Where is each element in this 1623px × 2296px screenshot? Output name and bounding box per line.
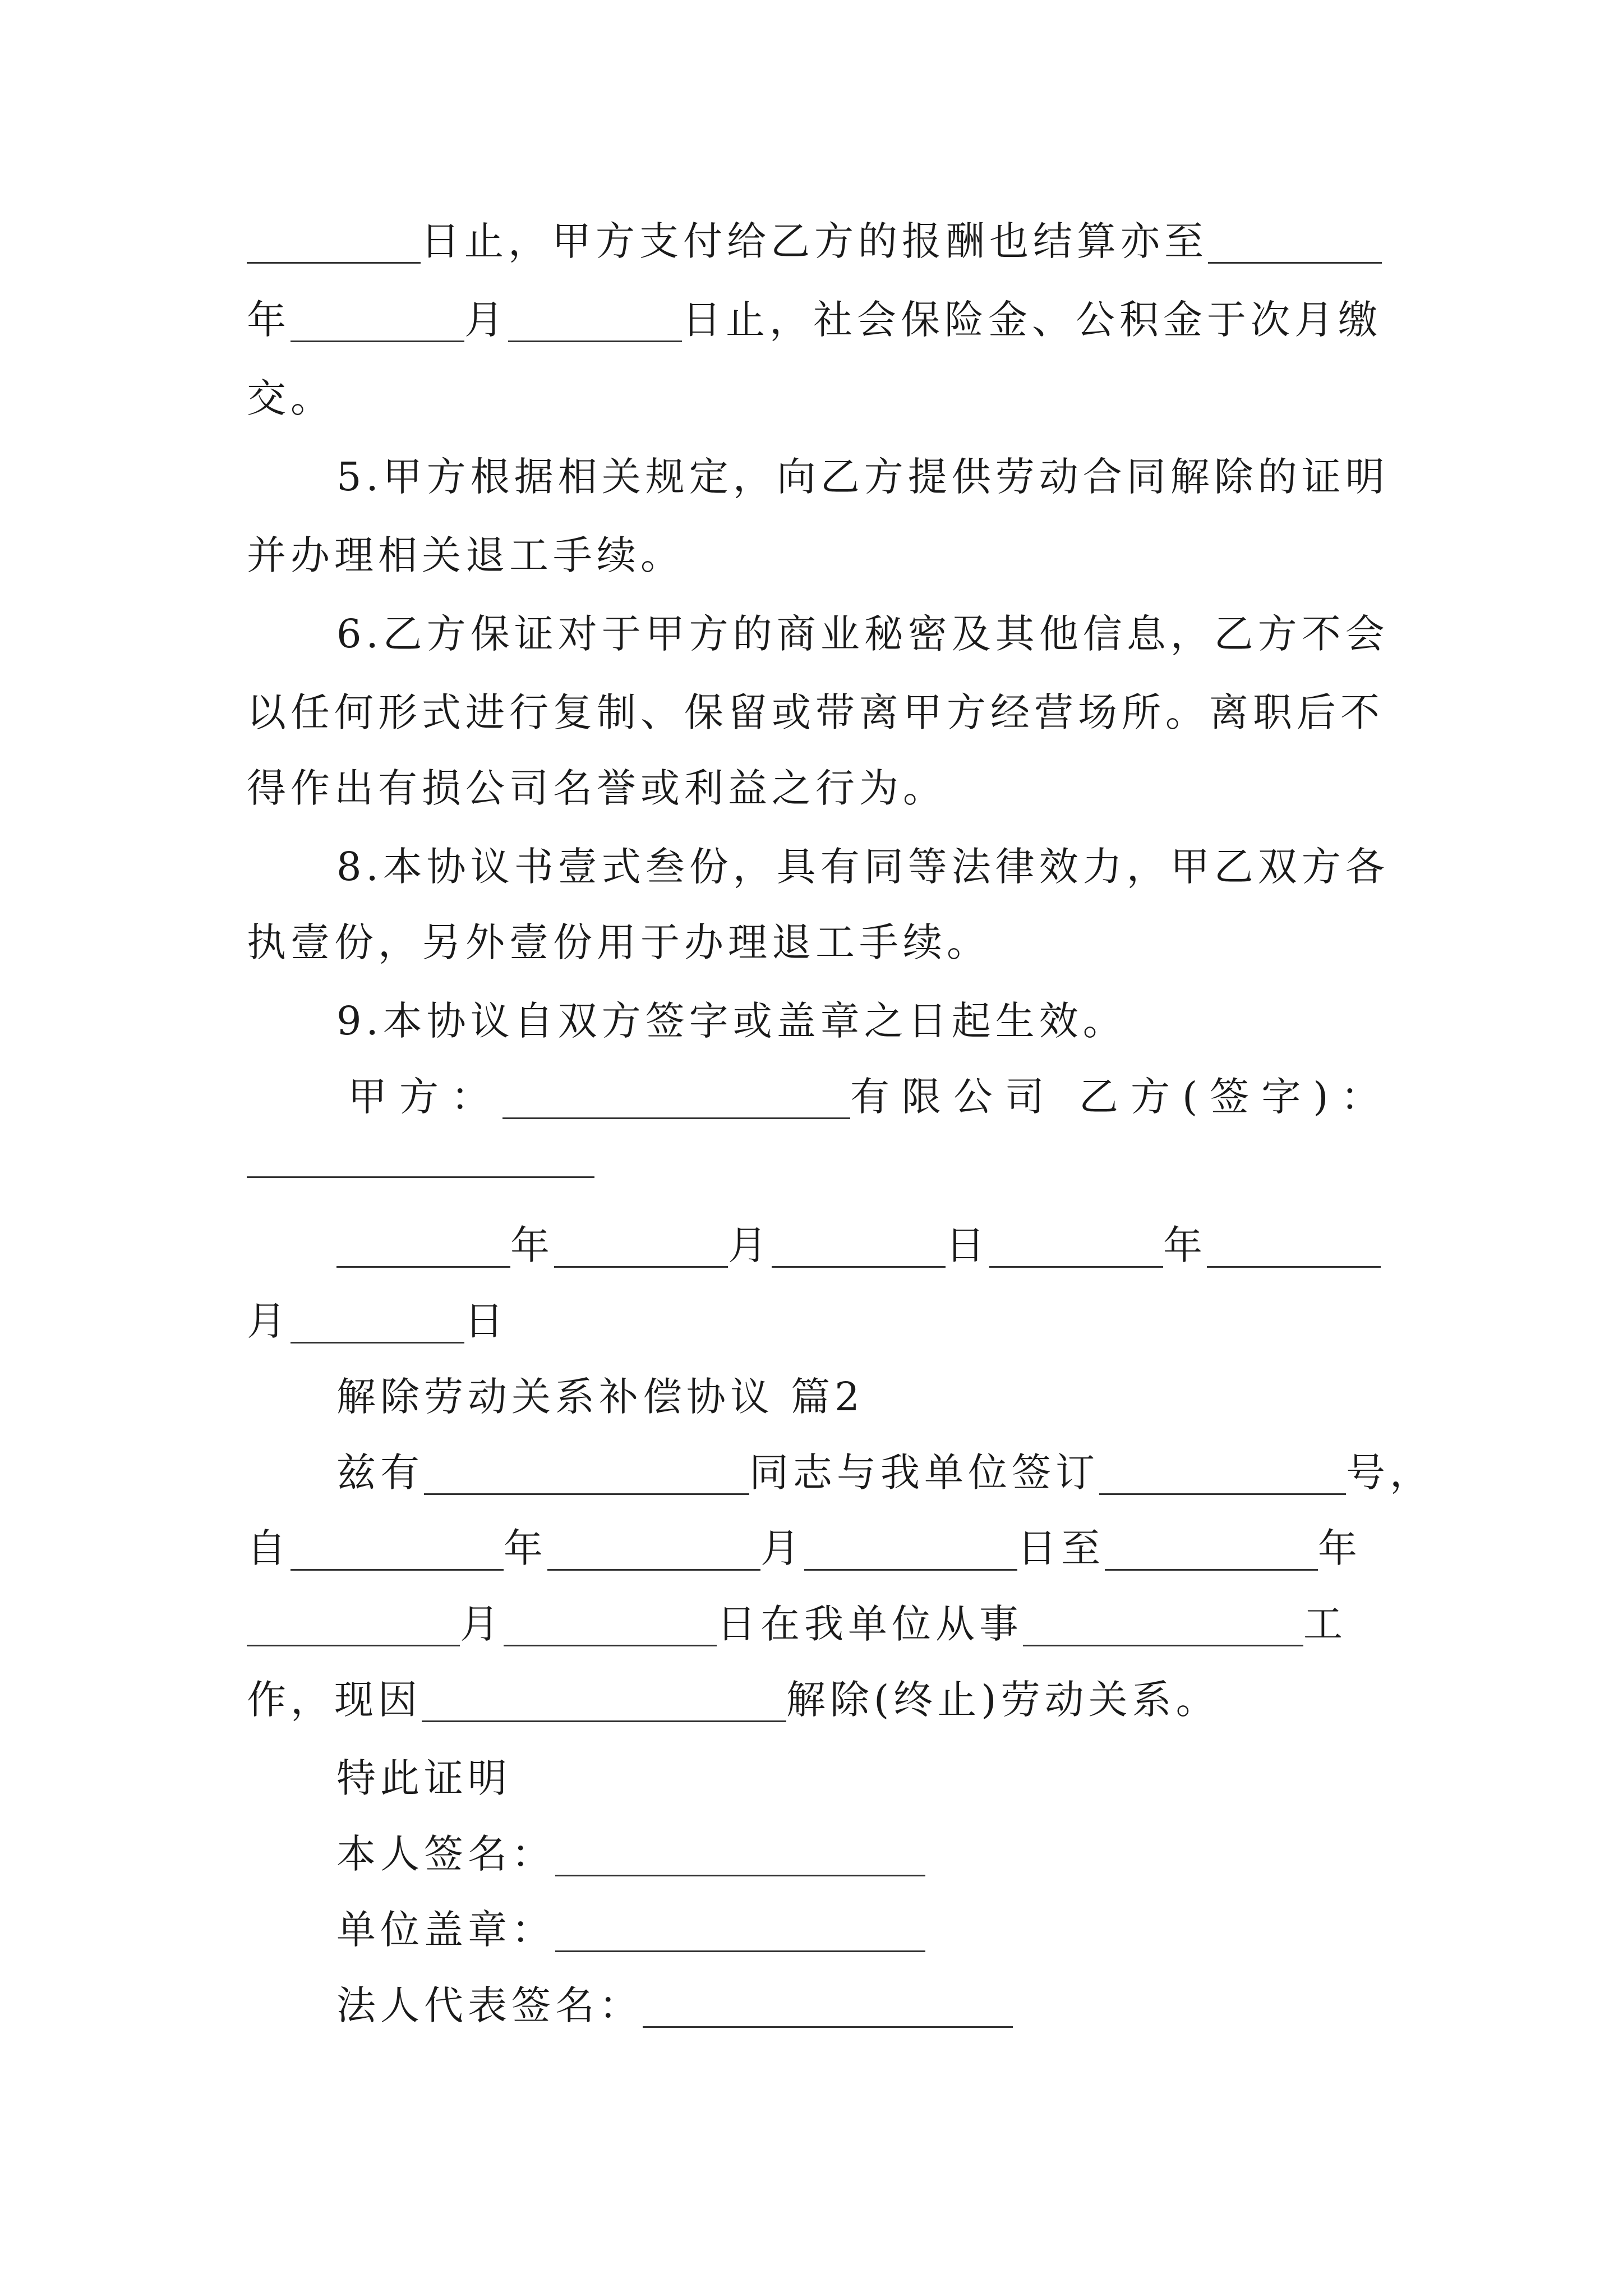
blank-day: [504, 1590, 717, 1646]
text: 日在我单位从事: [717, 1601, 1023, 1647]
clause4-line2: [247, 292, 1382, 348]
part2-line2: [247, 1520, 1362, 1576]
blank-year: [336, 1212, 510, 1268]
text: 工: [1303, 1601, 1347, 1647]
blank-job: [1023, 1590, 1303, 1646]
party-b-signature-line: [247, 1128, 594, 1184]
blank-month: [291, 286, 464, 342]
legal-rep-line: [336, 1977, 1013, 2033]
blank-month: [554, 1212, 728, 1268]
blank-day: [772, 1212, 946, 1268]
clause5-line1: 5.甲方根据相关规定，向乙方提供劳动合同解除的证明: [336, 454, 1389, 500]
blank-seal: [555, 1896, 925, 1952]
text: 年: [247, 297, 291, 343]
signature-line: [348, 1069, 1393, 1125]
clause4-line1: [247, 213, 1382, 269]
part2-line1: [336, 1444, 1433, 1501]
blank-month: [547, 1515, 760, 1571]
blank-day: [291, 1287, 464, 1343]
clause9-line1: 9.本协议自双方签字或盖章之日起生效。: [336, 998, 1127, 1044]
blank-day: [804, 1515, 1017, 1571]
blank-year: [989, 1212, 1163, 1268]
text: 月: [728, 1222, 772, 1268]
text: 单位盖章：: [336, 1907, 555, 1953]
blank-self-signature: [555, 1820, 925, 1876]
blank-day: [247, 208, 421, 264]
text: 月: [760, 1525, 804, 1571]
text: 号，: [1346, 1450, 1433, 1496]
blank-legal-rep: [643, 1972, 1013, 2028]
text: 日: [464, 1298, 508, 1344]
clause8-line1: 8.本协议书壹式叁份，具有同等法律效力，甲乙双方各: [336, 844, 1389, 890]
blank-month: [1207, 1212, 1381, 1268]
text: 月: [464, 297, 508, 343]
clause5-line2: 并办理相关退工手续。: [247, 532, 684, 578]
part2-heading: 解除劳动关系补偿协议 篇2: [336, 1374, 864, 1420]
text: 日: [946, 1222, 989, 1268]
clause4-line3: 交。: [247, 375, 334, 421]
text: 解除(终止)劳动关系。: [786, 1677, 1220, 1723]
text: 兹有: [336, 1450, 424, 1496]
self-signature-line: [336, 1826, 925, 1882]
blank-year: [1208, 208, 1382, 264]
text: 同志与我单位签订: [749, 1450, 1099, 1496]
text: 日止，社会保险金、公积金于次月缴: [682, 297, 1382, 343]
part2-line4: [247, 1672, 1220, 1728]
blank-contract-no: [1099, 1439, 1346, 1495]
clause6-line1: 6.乙方保证对于甲方的商业秘密及其他信息，乙方不会: [336, 611, 1389, 657]
company-suffix: 有限公司: [850, 1074, 1057, 1120]
clause6-line2: 以任何形式进行复制、保留或带离甲方经营场所。离职后不: [247, 689, 1384, 735]
text: 自: [247, 1525, 291, 1571]
text: 年: [1318, 1525, 1362, 1571]
clause6-line3: 得作出有损公司名誉或利益之行为。: [247, 765, 947, 811]
blank-day: [508, 286, 682, 342]
blank-name: [424, 1439, 749, 1495]
blank-signature: [247, 1122, 594, 1178]
blank-company: [502, 1063, 850, 1119]
clause8-line2: 执壹份，另外壹份用于办理退工手续。: [247, 919, 990, 965]
text: 日止，甲方支付给乙方的报酬也结算亦至: [421, 218, 1208, 264]
text: 年: [510, 1222, 554, 1268]
party-a-label: 甲方：: [348, 1074, 502, 1120]
text: 年: [1163, 1222, 1207, 1268]
text: 月: [247, 1298, 291, 1344]
text: 年: [504, 1525, 547, 1571]
text: 法人代表签名：: [336, 1982, 643, 2028]
text: 本人签名：: [336, 1831, 555, 1877]
blank-year: [1105, 1515, 1318, 1571]
text: 作，现因: [247, 1677, 422, 1723]
certify-line: 特此证明: [336, 1755, 511, 1801]
blank-reason: [422, 1666, 786, 1722]
blank-month: [247, 1590, 460, 1646]
seal-line: [336, 1902, 925, 1958]
text: 月: [460, 1601, 504, 1647]
part2-line3: [247, 1596, 1347, 1652]
date-line2: [247, 1293, 508, 1349]
party-b-label: 乙方(签字)：: [1079, 1074, 1393, 1120]
blank-year: [291, 1515, 504, 1571]
text: 日至: [1017, 1525, 1105, 1571]
date-line1: [336, 1217, 1381, 1273]
